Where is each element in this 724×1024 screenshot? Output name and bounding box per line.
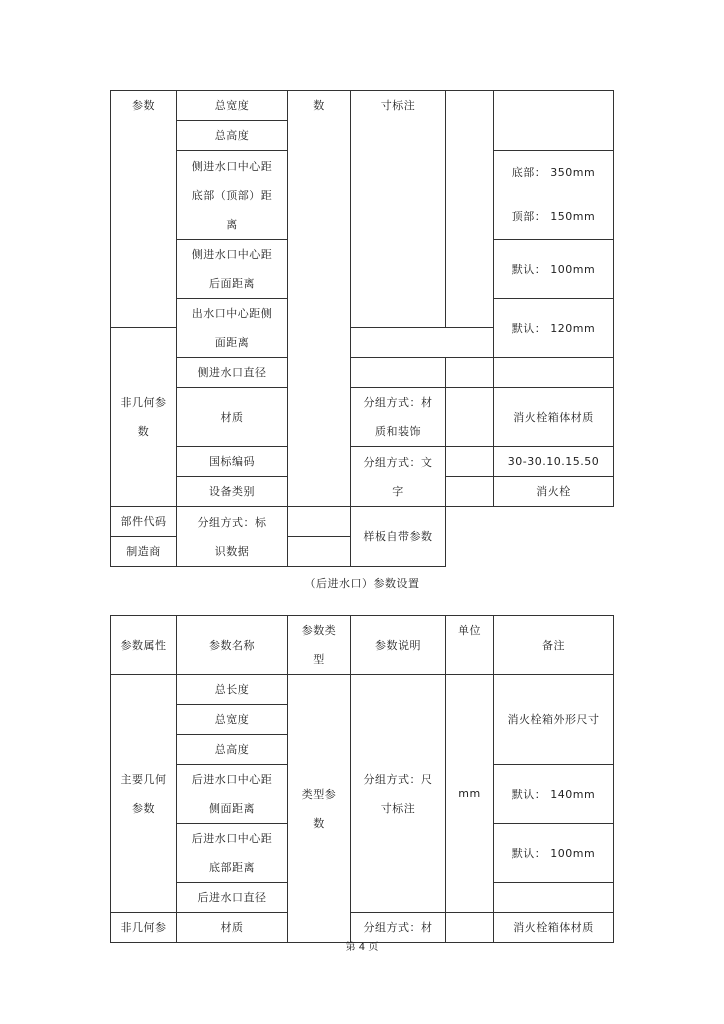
param-name-cell: 总宽度 (177, 91, 288, 121)
unit-cell (446, 91, 494, 328)
note-cell: 消火栓箱体材质 (494, 913, 614, 943)
param-name-cell: 后进水口直径 (177, 883, 288, 913)
param-type-line: 数 (313, 816, 325, 830)
param-attr-line: 主要几何 (120, 772, 167, 786)
param-desc-cell (177, 507, 288, 567)
param-desc-text: 寸标注 (380, 99, 416, 112)
param-name-cell (177, 240, 288, 299)
param-attr-cell (111, 91, 177, 328)
page-number: 第 4 页 (345, 942, 379, 953)
unit-cell (446, 388, 494, 447)
param-name-cell: 设备类别 (177, 477, 288, 507)
parameter-table-side-inlet (110, 90, 614, 567)
note-cell (494, 358, 614, 388)
param-desc-cell (351, 388, 446, 447)
param-name-line: 侧面距离 (209, 802, 255, 815)
note-cell: 消火栓 (494, 477, 614, 507)
note-cell (494, 883, 614, 913)
param-name-cell: 总高度 (177, 121, 288, 151)
param-type-cell (288, 675, 351, 943)
param-name-cell: 部件代码 (111, 507, 177, 537)
param-attr-label: 参数 (132, 99, 155, 112)
header-note: 备注 (494, 616, 614, 675)
param-name-cell: 总宽度 (177, 705, 288, 735)
param-name-line: 侧进水口中心距 (191, 159, 273, 173)
param-name-line: 出水口中心距侧 (191, 307, 273, 320)
unit-cell (446, 477, 494, 507)
param-name-cell (177, 765, 288, 824)
param-name-cell: 总长度 (177, 675, 288, 705)
param-type-cell (288, 91, 351, 507)
param-name-line: 后进水口中心距 (191, 773, 273, 786)
param-name-line: 侧进水口中心距 (191, 248, 273, 261)
note-line: 底部： 350mm (511, 166, 596, 179)
param-desc-line: 分组方式：标 (197, 515, 267, 529)
param-name-line: 底部距离 (209, 861, 255, 874)
unit-cell (446, 358, 494, 388)
param-name-cell: 侧进水口直径 (177, 358, 288, 388)
param-desc-cell (351, 358, 446, 388)
param-attr-cell (111, 328, 177, 507)
note-cell: 默认： 100mm (494, 240, 614, 299)
header-desc: 参数说明 (351, 616, 446, 675)
param-desc-cell (351, 675, 446, 913)
table-caption: （后进水口）参数设置 (304, 577, 420, 590)
unit-cell: mm (446, 675, 494, 913)
unit-cell (288, 537, 351, 567)
param-type-text: 数 (313, 99, 325, 112)
param-desc-line: 质和装饰 (375, 425, 421, 438)
param-desc-line: 分组方式：材 (363, 396, 433, 409)
param-desc-line: 寸标注 (380, 801, 416, 815)
note-cell (494, 91, 614, 151)
note-line: 顶部： 150mm (511, 210, 596, 223)
header-type-line: 型 (313, 653, 325, 666)
param-name-line: 面距离 (214, 336, 250, 349)
param-type-line: 类型参 (301, 787, 337, 801)
param-desc-cell: 分组方式：材 (351, 913, 446, 943)
param-name-line: 后面距离 (209, 277, 255, 290)
param-name-cell (177, 299, 288, 358)
param-name-cell (177, 151, 288, 240)
param-attr-cell: 非几何参 (111, 913, 177, 943)
param-name-line: 后进水口中心距 (191, 832, 273, 845)
note-cell: 默认： 140mm (494, 765, 614, 824)
unit-cell (446, 447, 494, 477)
header-unit: 单位 (446, 616, 494, 675)
param-attr-line: 参数 (132, 801, 155, 815)
header-type-line: 参数类 (301, 624, 337, 637)
header-type (288, 616, 351, 675)
note-cell: 消火栓箱体材质 (494, 388, 614, 447)
note-cell: 30-30.10.15.50 (494, 447, 614, 477)
note-cell: 样板自带参数 (351, 507, 446, 567)
param-desc-line: 分组方式：尺 (363, 772, 433, 786)
param-name-cell: 总高度 (177, 735, 288, 765)
note-cell: 默认： 100mm (494, 824, 614, 883)
note-cell: 默认： 120mm (494, 299, 614, 358)
param-desc-line: 识数据 (214, 544, 250, 558)
param-name-line: 底部（顶部）距 (191, 188, 273, 202)
unit-cell (288, 507, 351, 537)
param-name-cell (177, 824, 288, 883)
param-desc-cell (351, 91, 446, 328)
param-name-cell: 国标编码 (177, 447, 288, 477)
param-name-cell: 材质 (177, 913, 288, 943)
param-name-line: 离 (226, 217, 238, 231)
header-attr: 参数属性 (111, 616, 177, 675)
param-name-cell: 材质 (177, 388, 288, 447)
param-desc-line: 字 (392, 484, 404, 498)
note-cell (494, 151, 614, 240)
param-desc-line: 分组方式：文 (363, 455, 433, 469)
note-cell: 消火栓箱外形尺寸 (494, 675, 614, 765)
param-attr-line: 非几何参 (120, 396, 167, 409)
param-attr-line: 数 (137, 425, 150, 438)
param-attr-cell (111, 675, 177, 913)
param-name-cell: 制造商 (111, 537, 177, 567)
param-desc-cell (351, 447, 446, 507)
header-name: 参数名称 (177, 616, 288, 675)
parameter-table-back-inlet (110, 615, 614, 943)
